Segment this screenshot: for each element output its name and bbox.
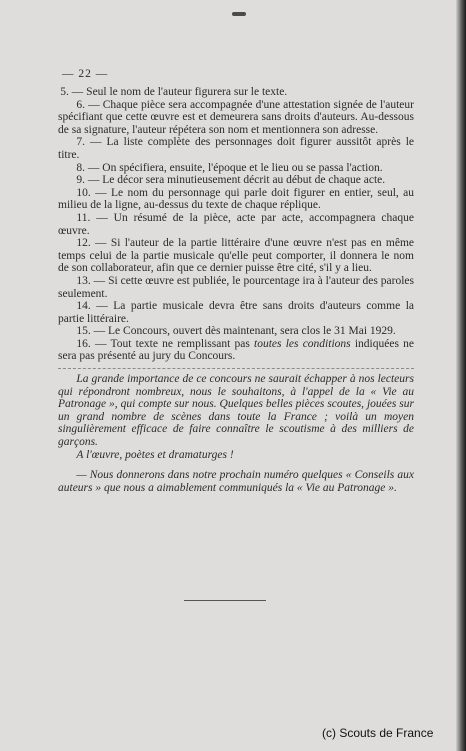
rule-5: 5. — Seul le nom de l'auteur figurera sur le texte. — [60, 86, 288, 98]
rule-7: 7. — La liste complète des personnages doit figurer aussitôt après le titre. — [58, 136, 414, 161]
page-number: — 22 — — [62, 68, 109, 80]
rule-16-emphasis: toutes les conditions — [254, 337, 351, 350]
rule-13: 13. — Si cette œuvre est publiée, le pourcentage ira à l'auteur des paroles seulement. — [58, 274, 414, 300]
rule-14: 14. — La partie musicale devra être sans droits d'auteurs comme la partie littéraire. — [58, 300, 414, 325]
rule-16 — [58, 338, 414, 363]
rule-15: 15. — Le Concours, ouvert dès maintenant, sera clos le 31 Mai 1929. — [76, 325, 396, 338]
scan-artifact — [232, 12, 246, 16]
rules-text — [58, 86, 414, 494]
page-edge-shadow — [456, 0, 466, 751]
rule-6: 6. — Chaque pièce sera accompagnée d'une attestation signée de l'auteur spécifiant que cette œuvre est et demeurera sans droits d'auteurs. Au-dessous de sa signature, l'auteur répétera son nom et mentionnera son adresse. — [58, 98, 414, 136]
rule-12: 12. — Si l'auteur de la partie littéraire d'une œuvre n'est pas en même temps celui de la partie musicale qu'elle peut comporter, il donnera le nom de son collaborateur, afin que ce dernier puisse être cité, s'il y a lieu. — [58, 237, 414, 275]
section-divider — [58, 368, 414, 369]
rule-16-text: 16. — Tout texte ne remplissant pas — [76, 337, 255, 350]
rule-9: 9. — Le décor sera minutieusement décrit au début de chaque acte. — [76, 174, 386, 187]
rule-16-text-end: indiquées ne sera pas présenté au jury du Concours. — [58, 337, 414, 363]
end-rule — [184, 600, 266, 601]
closing-paragraph: La grande importance de ce concours ne saurait échapper à nos lecteurs qui répondront nombreux, nous le souhaitons, à l'appel de la « Vie au Patronage », qui compte sur nous. Quelques belles pièces scoutes, jouées sur un grand nombre de scènes dans toute la France ; voilà un moyen singulièrement efficace de faire connaître le scoutisme à des milliers de garçons. — [58, 373, 414, 449]
closing-announcement: — Nous donnerons dans notre prochain numéro quelques « Conseils aux auteurs » que nous a aimablement communiqués la « Vie au Patronage ». — [58, 469, 414, 494]
closing-exhortation: A l'œuvre, poètes et dramaturges ! — [76, 448, 234, 461]
copyright-watermark: (c) Scouts de France — [322, 726, 434, 740]
rule-8: 8. — On spécifiera, ensuite, l'époque et le lieu ou se passa l'action. — [76, 161, 383, 174]
rule-10: 10. — Le nom du personnage qui parle doit figurer en entier, seul, au milieu de la ligne, au-dessus du texte de chaque réplique. — [58, 186, 414, 212]
rule-11: 11. — Un résumé de la pièce, acte par acte, accompagnera chaque œuvre. — [58, 211, 414, 237]
